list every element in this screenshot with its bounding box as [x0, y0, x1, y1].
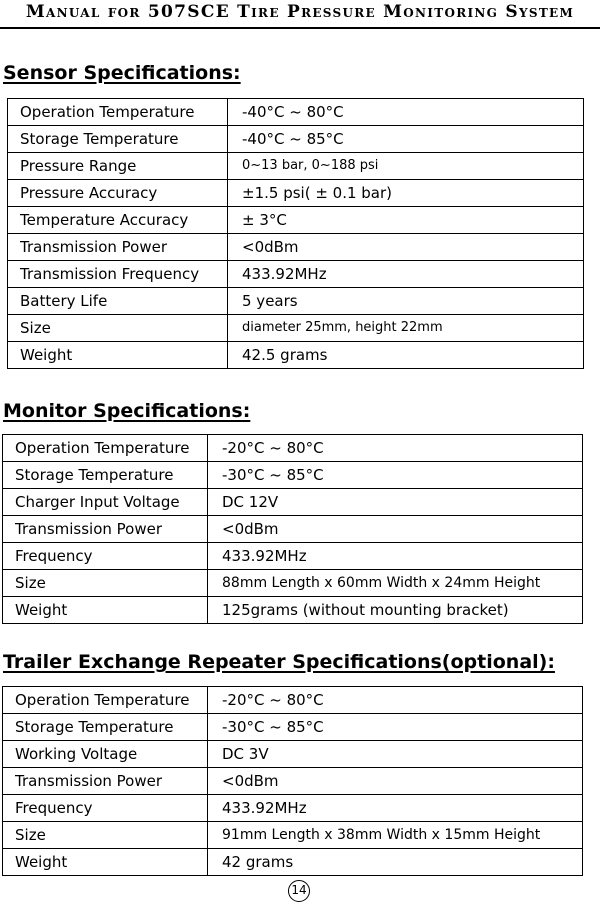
- spec-label: Working Voltage: [3, 741, 208, 768]
- spec-value: -30°C ~ 85°C: [208, 462, 583, 489]
- spec-value: <0dBm: [208, 768, 583, 795]
- spec-value: -40°C ~ 85°C: [228, 126, 584, 153]
- repeater-specs-table: [2, 686, 583, 876]
- table-row: [8, 234, 584, 261]
- table-row: [3, 543, 583, 570]
- spec-value: diameter 25mm, height 22mm: [228, 315, 584, 342]
- table-row: [8, 288, 584, 315]
- spec-label: Operation Temperature: [8, 99, 228, 126]
- table-row: [3, 516, 583, 543]
- page-number: 14: [288, 880, 310, 902]
- table-row: [8, 180, 584, 207]
- spec-value: DC 3V: [208, 741, 583, 768]
- spec-label: Battery Life: [8, 288, 228, 315]
- table-row: [3, 597, 583, 624]
- spec-label: Size: [3, 822, 208, 849]
- spec-label: Operation Temperature: [3, 435, 208, 462]
- spec-value: -30°C ~ 85°C: [208, 714, 583, 741]
- spec-value: -20°C ~ 80°C: [208, 687, 583, 714]
- spec-label: Temperature Accuracy: [8, 207, 228, 234]
- spec-label: Weight: [3, 597, 208, 624]
- spec-value: 42.5 grams: [228, 342, 584, 369]
- table-row: [8, 153, 584, 180]
- table-row: [8, 261, 584, 288]
- table-row: [3, 435, 583, 462]
- repeater-specs-title: Trailer Exchange Repeater Specifications(optional):: [3, 651, 555, 673]
- spec-value: 0~13 bar, 0~188 psi: [228, 153, 584, 180]
- spec-label: Charger Input Voltage: [3, 489, 208, 516]
- spec-label: Size: [8, 315, 228, 342]
- table-row: [3, 822, 583, 849]
- spec-label: Transmission Power: [8, 234, 228, 261]
- spec-label: Transmission Power: [3, 516, 208, 543]
- spec-label: Storage Temperature: [3, 714, 208, 741]
- monitor-specs-table: [2, 434, 583, 624]
- table-row: [3, 489, 583, 516]
- spec-value: -20°C ~ 80°C: [208, 435, 583, 462]
- table-row: [3, 849, 583, 876]
- table-row: [8, 126, 584, 153]
- spec-value: -40°C ~ 80°C: [228, 99, 584, 126]
- spec-label: Frequency: [3, 795, 208, 822]
- spec-value: 91mm Length x 38mm Width x 15mm Height: [208, 822, 583, 849]
- table-row: [3, 687, 583, 714]
- spec-value: ± 3°C: [228, 207, 584, 234]
- spec-label: Storage Temperature: [8, 126, 228, 153]
- spec-value: 42 grams: [208, 849, 583, 876]
- table-row: [8, 315, 584, 342]
- spec-label: Size: [3, 570, 208, 597]
- table-row: [8, 207, 584, 234]
- spec-value: 433.92MHz: [228, 261, 584, 288]
- table-row: [8, 342, 584, 369]
- table-row: [3, 795, 583, 822]
- spec-label: Frequency: [3, 543, 208, 570]
- manual-header: Manual for 507SCE Tire Pressure Monitoring System: [25, 2, 575, 22]
- table-row: [8, 99, 584, 126]
- monitor-specs-title: Monitor Specifications:: [3, 400, 251, 422]
- spec-label: Weight: [3, 849, 208, 876]
- spec-value: <0dBm: [228, 234, 584, 261]
- table-row: [3, 741, 583, 768]
- spec-value: 433.92MHz: [208, 795, 583, 822]
- spec-value: 125grams (without mounting bracket): [208, 597, 583, 624]
- spec-value: 433.92MHz: [208, 543, 583, 570]
- spec-label: Transmission Power: [3, 768, 208, 795]
- spec-label: Transmission Frequency: [8, 261, 228, 288]
- sensor-specs-title: Sensor Specifications:: [3, 62, 241, 84]
- spec-value: 88mm Length x 60mm Width x 24mm Height: [208, 570, 583, 597]
- table-row: [3, 570, 583, 597]
- spec-value: 5 years: [228, 288, 584, 315]
- spec-label: Weight: [8, 342, 228, 369]
- spec-label: Pressure Range: [8, 153, 228, 180]
- table-row: [3, 768, 583, 795]
- spec-label: Storage Temperature: [3, 462, 208, 489]
- spec-value: DC 12V: [208, 489, 583, 516]
- table-row: [3, 714, 583, 741]
- header-divider: [0, 27, 600, 29]
- spec-value: <0dBm: [208, 516, 583, 543]
- sensor-specs-table: [7, 98, 584, 369]
- spec-label: Pressure Accuracy: [8, 180, 228, 207]
- spec-label: Operation Temperature: [3, 687, 208, 714]
- table-row: [3, 462, 583, 489]
- spec-value: ±1.5 psi( ± 0.1 bar): [228, 180, 584, 207]
